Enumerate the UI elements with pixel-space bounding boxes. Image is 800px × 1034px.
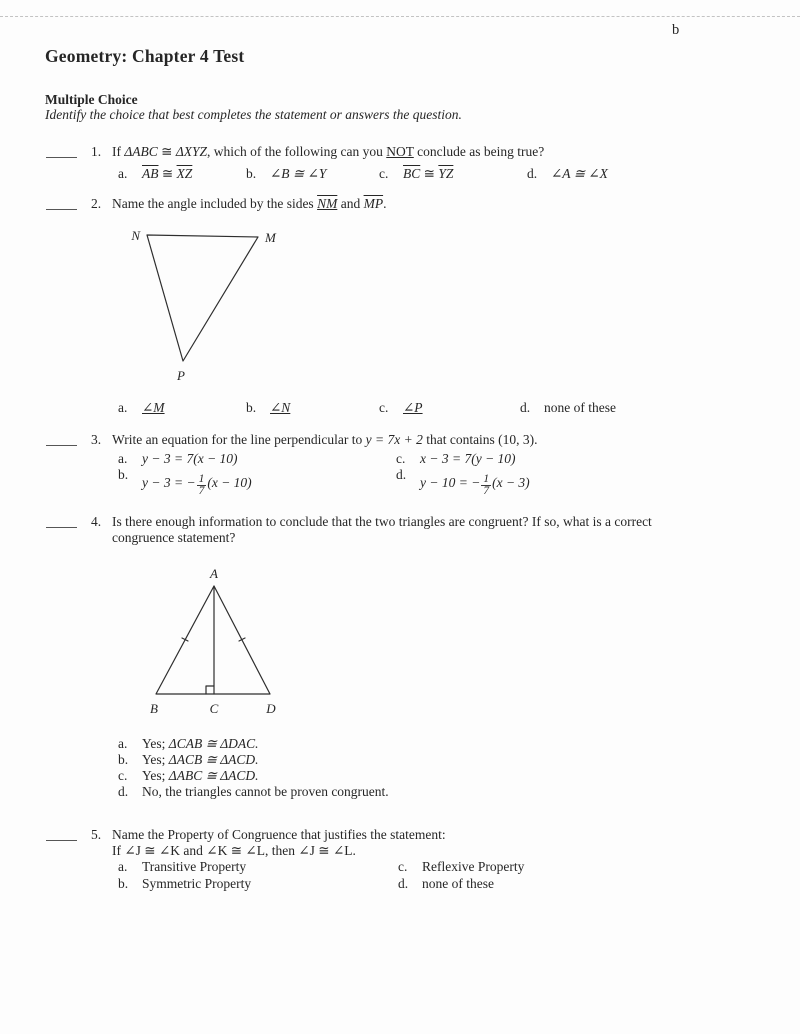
choice-prefix: Yes; [142,768,169,783]
fraction-one-seventh [481,474,491,497]
choice-3b-text [142,474,252,497]
equation-part: (x − 10) [207,475,252,490]
question-5-choices-row2 [0,876,800,896]
equation-part: y − 10 = − [420,475,481,490]
choice-1a-text [142,166,192,182]
q1-prompt-part: , which of the following can you [207,144,387,159]
q1-congruent-symbol: ≅ [157,144,176,159]
question-2-prompt [112,196,386,212]
choice-1b-letter: b. [246,166,257,181]
choice-prefix: Yes; [142,752,169,767]
choice-5d-text: none of these [422,876,494,891]
question-1 [0,144,800,164]
fraction-numerator: 1 [483,473,490,485]
page-corner-mark: b [672,22,680,38]
choice-2d-text: none of these [544,400,616,415]
choice-4b-letter: b. [118,752,129,767]
choice-4a-text [142,736,259,752]
question-4-prompt-line2: congruence statement? [112,530,236,545]
fraction-denominator: 7 [483,485,490,497]
segment-mp: $\overline{MP}$ [363,196,384,211]
choice-3d-letter: d. [396,467,407,482]
question-1-number: 1. [91,144,102,159]
q1-math: ΔXYZ [175,144,208,159]
fraction-denominator: 7 [198,485,205,497]
choice-4a-letter: a. [118,736,128,751]
choice-4d-text: No, the triangles cannot be proven congruent. [142,784,389,799]
choice-5b-letter: b. [118,876,129,891]
segment-ab: $\overline{AB}$ [142,166,159,181]
section-heading: Multiple Choice [45,92,138,107]
question-4-choice-d [0,784,800,804]
segment-xz: $\overline{XZ}$ [176,166,193,181]
choice-1c-letter: c. [379,166,389,181]
choice-3a-letter: a. [118,451,128,466]
answer-blank-4 [46,517,77,528]
question-4-prompt-line1: Is there enough information to conclude that the two triangles are congruent? If so, what is a correct [112,514,652,529]
congruence-statement: ΔCAB ≅ ΔDAC. [168,736,259,751]
choice-1d-letter: d. [527,166,538,181]
q3-prompt-part: Write an equation for the line perpendicular to [112,432,366,447]
choice-1c-text [403,166,453,182]
q2-prompt-part: Name the angle included by the sides [112,196,318,211]
section-instructions: Identify the choice that best completes the statement or answers the question. [45,107,462,122]
question-3-choices-row2 [0,467,800,497]
choice-4b-text [142,752,259,768]
choice-2b-text: ∠N [270,400,291,415]
q2-prompt-part: . [383,196,387,211]
question-1-choices [0,166,800,186]
vertex-label-n: N [131,228,140,243]
choice-3a-text: y − 3 = 7(x − 10) [142,451,238,466]
choice-2a-text: ∠M [142,400,165,415]
choice-1b-text: ∠B ≅ ∠Y [270,166,327,181]
segment-nm: NM [317,196,338,211]
congruent-symbol: ≅ [420,166,439,181]
choice-5c-letter: c. [398,859,408,874]
choice-2c-text: ∠P [403,400,423,415]
answer-blank-1 [46,147,77,158]
question-1-prompt [112,144,544,160]
equation-part: (x − 3) [492,475,530,490]
question-3-number: 3. [91,432,102,447]
answer-blank-2 [46,199,77,210]
question-2-number: 2. [91,196,102,211]
question-5-prompt-line2: If ∠J ≅ ∠K and ∠K ≅ ∠L, then ∠J ≅ ∠L. [112,843,356,858]
question-3 [0,432,800,452]
congruence-statement: ΔACB ≅ ΔACD. [168,752,259,767]
question-2-choices [0,400,800,420]
choice-5d-letter: d. [398,876,409,891]
triangle-abd-figure [140,566,300,721]
vertex-label-b: B [150,701,158,716]
vertex-label-c: C [209,701,219,716]
choice-5b-text: Symmetric Property [142,876,252,891]
vertex-label-a: A [210,566,218,581]
q1-not-emphasis: NOT [386,144,414,159]
choice-3c-text: x − 3 = 7(y − 10) [420,451,516,466]
choice-3c-letter: c. [396,451,406,466]
page-title: Geometry: Chapter 4 Test [45,46,245,66]
question-2 [0,196,800,216]
answer-blank-3 [46,435,77,446]
question-3-prompt [112,432,538,448]
triangle-nmp-figure [118,221,288,389]
question-4-number: 4. [91,514,102,529]
triangle-nmp [147,235,258,361]
choice-2c-letter: c. [379,400,389,415]
choice-1a-letter: a. [118,166,128,181]
choice-1d-text: ∠A ≅ ∠X [551,166,608,181]
choice-4d-letter: d. [118,784,129,799]
choice-5a-text: Transitive Property [142,859,247,874]
q3-line-equation: y = 7x + 2 [365,432,423,447]
q1-math: ΔABC [124,144,158,159]
choice-3d-text [420,474,530,497]
vertex-label-p: P [177,368,185,383]
congruence-statement: ΔABC ≅ ΔACD. [168,768,259,783]
question-4-line2 [0,530,800,550]
question-5-number: 5. [91,827,102,842]
triangle-abd [156,586,270,694]
scan-top-line [0,16,800,17]
choice-3b-letter: b. [118,467,129,482]
choice-5c-text: Reflexive Property [422,859,525,874]
question-5-prompt-line1: Name the Property of Congruence that justifies the statement: [112,827,446,842]
vertex-label-m: M [265,230,276,245]
congruent-symbol: ≅ [158,166,177,181]
q1-prompt-part: conclude as being true? [413,144,545,159]
choice-2b-letter: b. [246,400,257,415]
equation-part: y − 3 = − [142,475,196,490]
choice-2d-letter: d. [520,400,531,415]
choice-5a-letter: a. [118,859,128,874]
answer-blank-5 [46,830,77,841]
fraction-one-seventh [197,474,207,497]
choice-prefix: Yes; [142,736,169,751]
segment-bc: $\overline{BC}$ [403,166,421,181]
choice-4c-letter: c. [118,768,128,783]
q2-prompt-part: and [337,196,364,211]
segment-yz: $\overline{YZ}$ [438,166,454,181]
q3-prompt-part: that contains (10, 3). [422,432,538,447]
right-angle-mark [206,686,214,694]
choice-2a-letter: a. [118,400,128,415]
choice-4c-text [142,768,259,784]
fraction-numerator: 1 [198,473,205,485]
vertex-label-d: D [266,701,276,716]
q1-prompt-part: If [112,144,125,159]
